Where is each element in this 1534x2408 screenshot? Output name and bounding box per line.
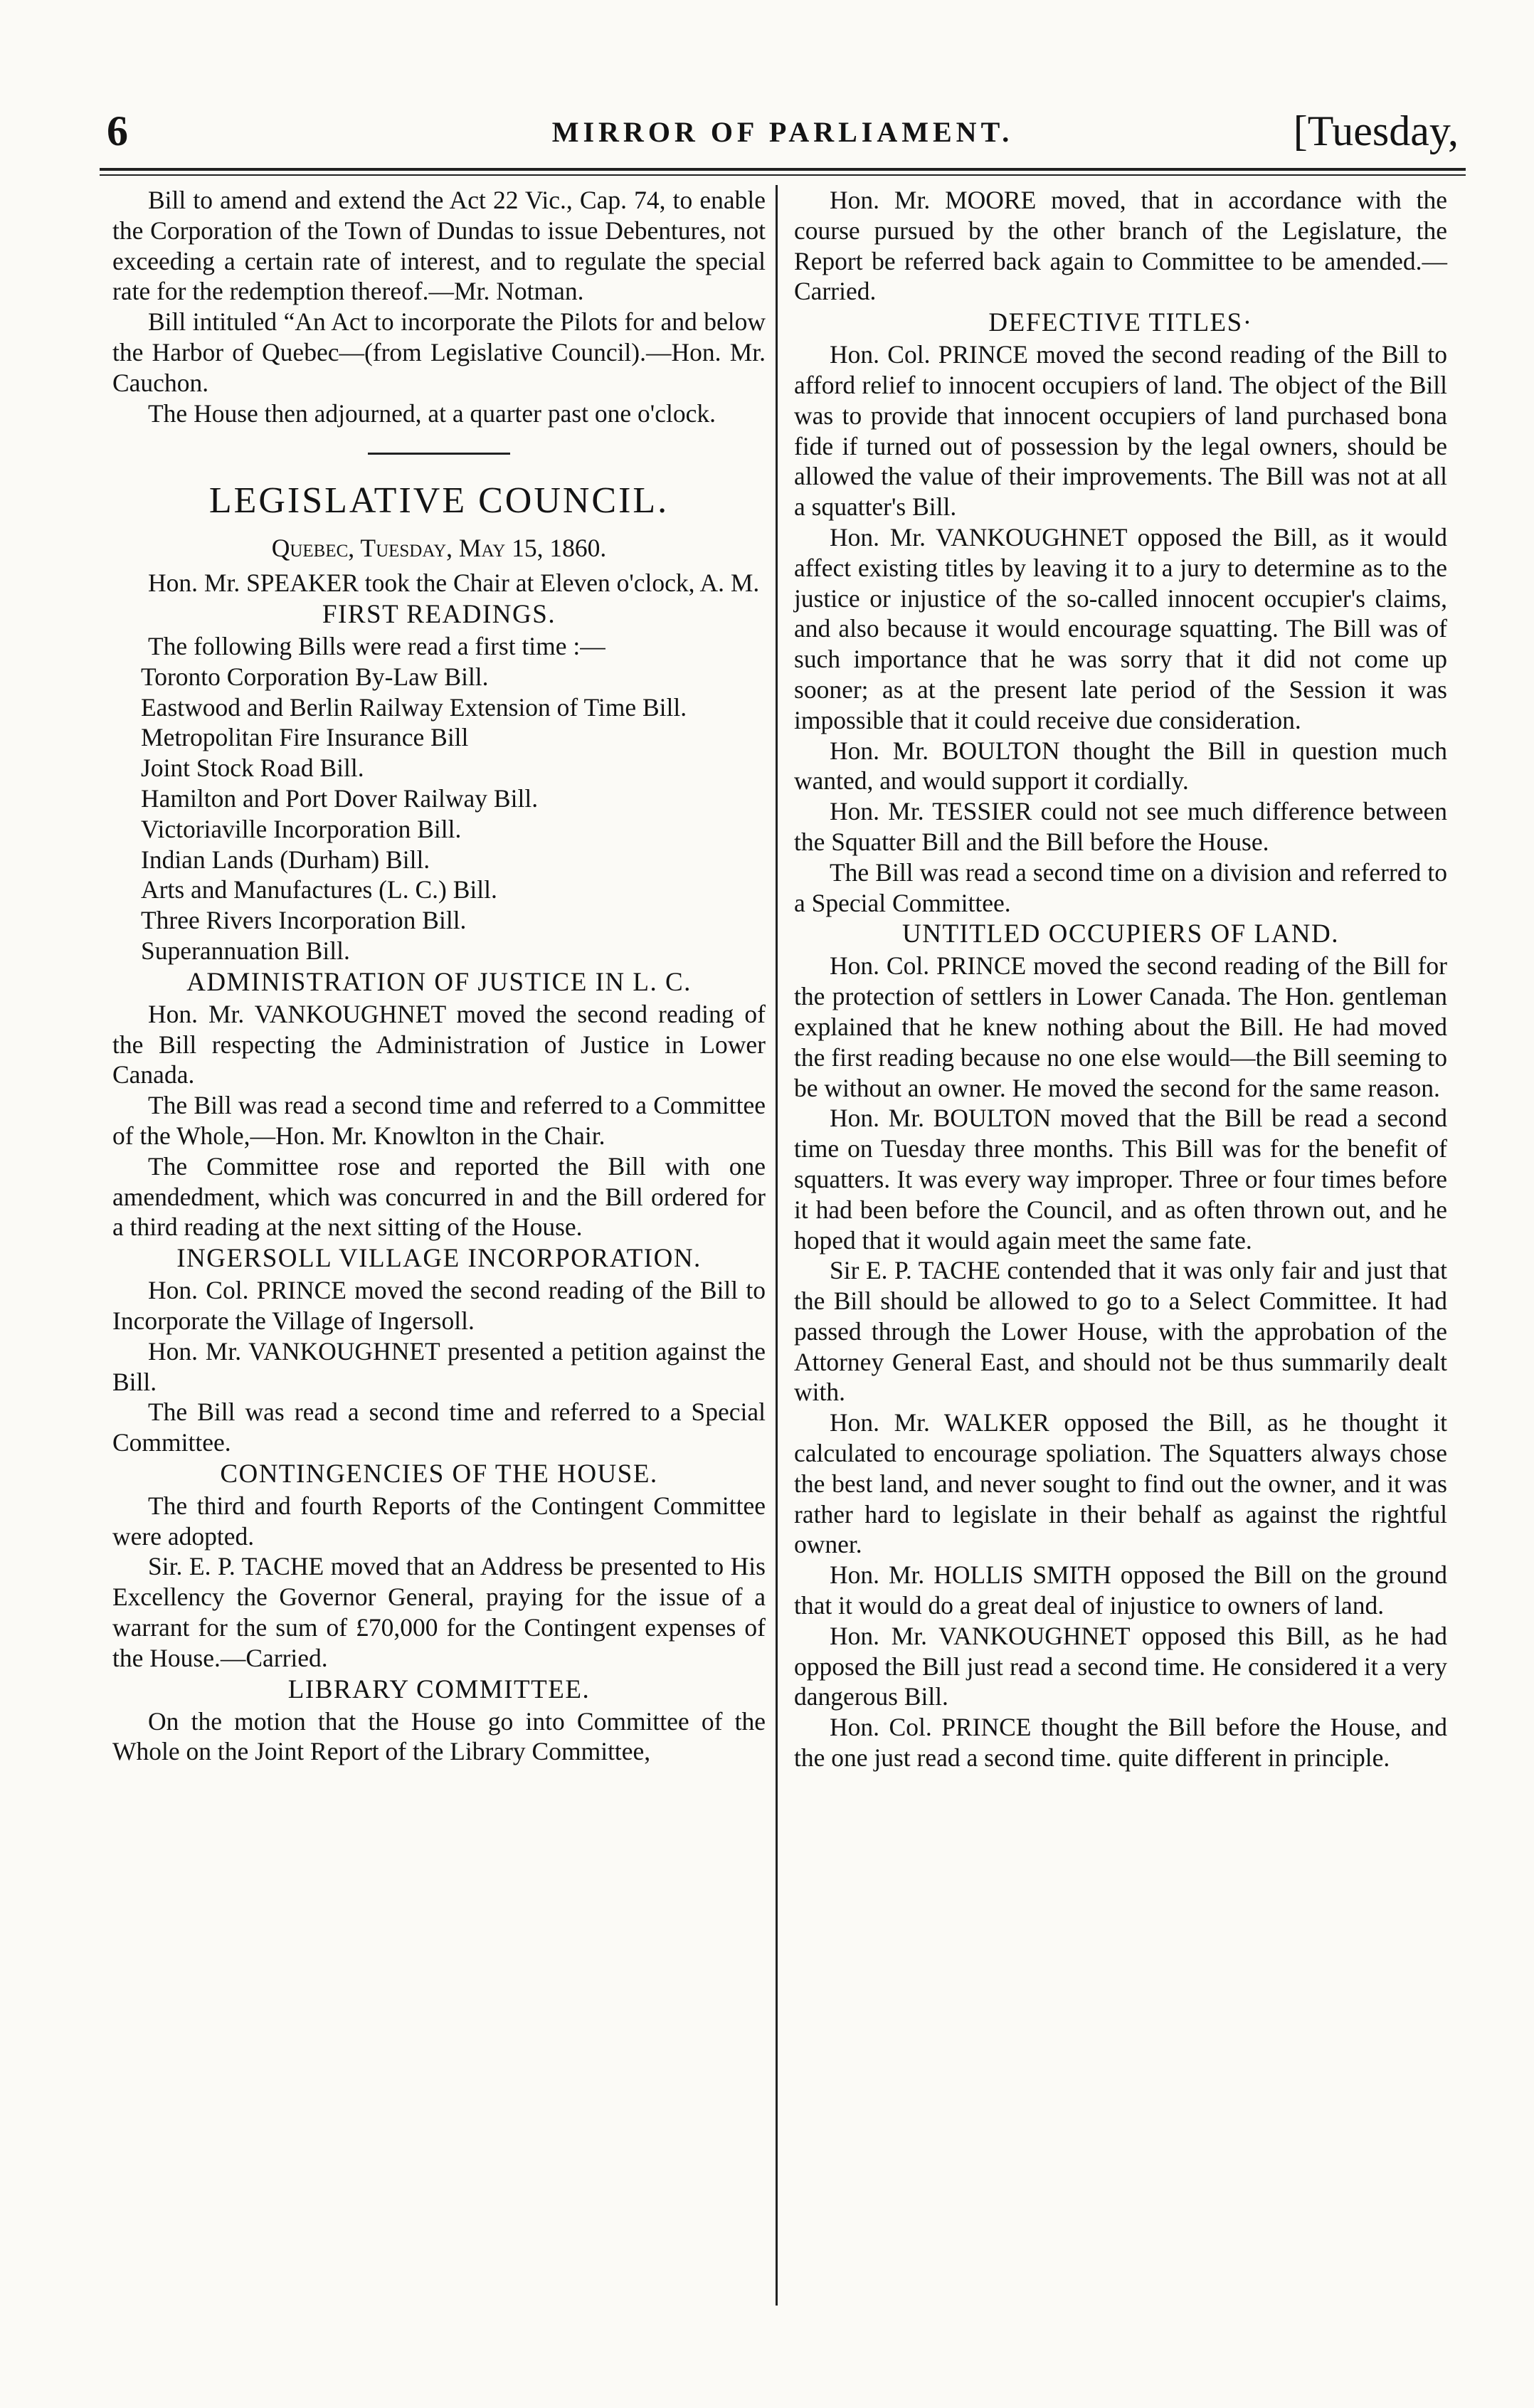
defective-paragraph-1: Hon. Col. PRINCE moved the second reading of the Bill to afford relief to innocent occupiers of land. The object of the Bill was to provide that innocent occupiers of land purchased bona fide if turned out of possession by the legal owners, should be allowed the value of their improvements. The Bill was not at all a squatter's Bill. <box>794 340 1447 522</box>
right-column <box>794 185 1447 1773</box>
library-paragraph-1: On the motion that the House go into Committee of the Whole on the Joint Report of the Library Committee, <box>112 1706 766 1766</box>
bill-item: Victoriaville Incorporation Bill. <box>141 814 462 843</box>
bill-list <box>112 662 766 966</box>
defective-paragraph-4: Hon. Mr. TESSIER could not see much difference between the Squatter Bill and the Bill before the House. <box>794 797 1447 856</box>
defective-paragraph-2: Hon. Mr. VANKOUGHNET opposed the Bill, as it would affect existing titles by leaving it to a jury to determine as to the justice or injustice of the so-called innocent occupier's claims, and also because it would encourage squatting. The Bill was of such importance that he was sorry that it did not come up sooner; as at the present late period of the Session it was impossible that it could receive due consideration. <box>794 522 1447 734</box>
ingersoll-paragraph-3: The Bill was read a second time and referred to a Special Committee. <box>112 1398 766 1457</box>
bill-item: Superannuation Bill. <box>141 936 350 965</box>
speaker-paragraph: Hon. Mr. SPEAKER took the Chair at Eleven o'clock, A. M. <box>148 569 760 598</box>
bill-cauchon: Bill intituled “An Act to incorporate the Pilots for and below the Harbor of Quebec—(from Legislative Council).—Hon. Mr. Cauchon. <box>112 307 766 397</box>
bill-item: Hamilton and Port Dover Railway Bill. <box>141 783 539 813</box>
running-title: MIRROR OF PARLIAMENT. <box>551 116 1014 148</box>
untitled-paragraph-3: Sir E. P. TACHE contended that it was only fair and just that the Bill should be allowed to go to a Select Committee. It had passed through the Lower House, with the approbation of the Attorney General East, and should not be thus summarily dealt with. <box>794 1256 1447 1407</box>
bill-item: Indian Lands (Durham) Bill. <box>141 845 430 874</box>
untitled-paragraph-4: Hon. Mr. WALKER opposed the Bill, as he thought it calculated to encourage spoliation. The Squatters always chose the best land, and never sought to find out the owner, and it was rather hard to legislate in their behalf as against the rightful owner. <box>794 1408 1447 1559</box>
admin-justice-heading: ADMINISTRATION OF JUSTICE IN L. C. <box>186 967 692 997</box>
untitled-paragraph-1: Hon. Col. PRINCE moved the second reading of the Bill for the protection of settlers in Lower Canada. The Hon. gentleman explained that he knew nothing about the Bill. He had moved the first reading because no one else would—the Bill seeming to be without an owner. He moved the second for the same reason. <box>794 951 1447 1102</box>
untitled-paragraph-2: Hon. Mr. BOULTON moved that the Bill be read a second time on Tuesday three months. This Bill was for the benefit of squatters. It was every way improper. Three or four times before it had been before the Council, and as often thrown out, and he hoped that it would again meet the same fate. <box>794 1104 1447 1255</box>
defective-paragraph-5: The Bill was read a second time on a division and referred to a Special Committee. <box>794 857 1447 917</box>
admin-paragraph-2: The Bill was read a second time and referred to a Committee of the Whole,—Hon. Mr. Knowlton in the Chair. <box>112 1091 766 1150</box>
defective-paragraph-3: Hon. Mr. BOULTON thought the Bill in question much wanted, and would support it cordially. <box>794 736 1447 796</box>
ingersoll-paragraph-1: Hon. Col. PRINCE moved the second reading of the Bill to Incorporate the Village of Ingersoll. <box>112 1276 766 1335</box>
council-title: LEGISLATIVE COUNCIL. <box>208 480 670 522</box>
ingersoll-heading: INGERSOLL VILLAGE INCORPORATION. <box>176 1244 702 1274</box>
columns <box>100 185 1466 2348</box>
left-column <box>112 185 766 1767</box>
first-readings-intro: The following Bills were read a first time :— <box>148 631 605 660</box>
bill-item: Three Rivers Incorporation Bill. <box>141 906 467 935</box>
section-divider <box>368 453 510 455</box>
bill-item: Toronto Corporation By-Law Bill. <box>141 662 489 691</box>
bill-item: Metropolitan Fire Insurance Bill <box>141 723 469 752</box>
first-readings-heading: FIRST READINGS. <box>322 599 556 629</box>
contingencies-heading: CONTINGENCIES OF THE HOUSE. <box>220 1459 658 1489</box>
untitled-paragraph-7: Hon. Col. PRINCE thought the Bill before the House, and the one just read a second time. quite different in principle. <box>794 1713 1447 1773</box>
bill-item: Arts and Manufactures (L. C.) Bill. <box>141 875 497 904</box>
day-heading: [Tuesday, <box>1293 107 1459 154</box>
ingersoll-paragraph-2: Hon. Mr. VANKOUGHNET presented a petition against the Bill. <box>112 1336 766 1396</box>
moore-paragraph: Hon. Mr. MOORE moved, that in accordance with the course pursued by the other branch of the Legislature, the Report be referred back again to Committee to be amended.—Carried. <box>794 186 1447 306</box>
bill-item: Joint Stock Road Bill. <box>141 754 364 783</box>
admin-paragraph-1: Hon. Mr. VANKOUGHNET moved the second reading of the Bill respecting the Administration of Justice in Lower Canada. <box>112 999 766 1089</box>
admin-paragraph-3: The Committee rose and reported the Bill with one amendedment, which was concurred in and the Bill ordered for a third reading at the next sitting of the House. <box>112 1151 766 1242</box>
dateline: Quebec, Tuesday, May 15, 1860. <box>271 534 607 563</box>
newspaper-page <box>100 107 1466 2348</box>
adjournment: The House then adjourned, at a quarter past one o'clock. <box>148 398 716 428</box>
untitled-paragraph-5: Hon. Mr. HOLLIS SMITH opposed the Bill on the ground that it would do a great deal of injustice to owners of land. <box>794 1561 1447 1620</box>
library-heading: LIBRARY COMMITTEE. <box>287 1674 591 1704</box>
header-rule-thin <box>100 174 1466 176</box>
page-number: 6 <box>107 107 128 154</box>
untitled-paragraph-6: Hon. Mr. VANKOUGHNET opposed this Bill, as he had opposed the Bill just read a second time. He considered it a very dangerous Bill. <box>794 1621 1447 1711</box>
page-header <box>100 107 1466 164</box>
contingencies-paragraph-1: The third and fourth Reports of the Contingent Committee were adopted. <box>112 1491 766 1551</box>
contingencies-paragraph-2: Sir. E. P. TACHE moved that an Address be presented to His Excellency the Governor General, praying for the issue of a warrant for the sum of £70,000 for the Contingent expenses of the House.—Carried. <box>112 1552 766 1672</box>
untitled-occupiers-heading: UNTITLED OCCUPIERS OF LAND. <box>902 919 1339 949</box>
defective-titles-heading: DEFECTIVE TITLES· <box>988 308 1253 338</box>
bill-notman: Bill to amend and extend the Act 22 Vic., Cap. 74, to enable the Corporation of the Town of Dundas to issue Debentures, not exceeding a certain rate of interest, and to regulate the special rate for the redemption thereof.—Mr. Notman. <box>112 186 766 306</box>
header-rule <box>100 168 1466 171</box>
bill-item: Eastwood and Berlin Railway Extension of Time Bill. <box>141 692 687 722</box>
